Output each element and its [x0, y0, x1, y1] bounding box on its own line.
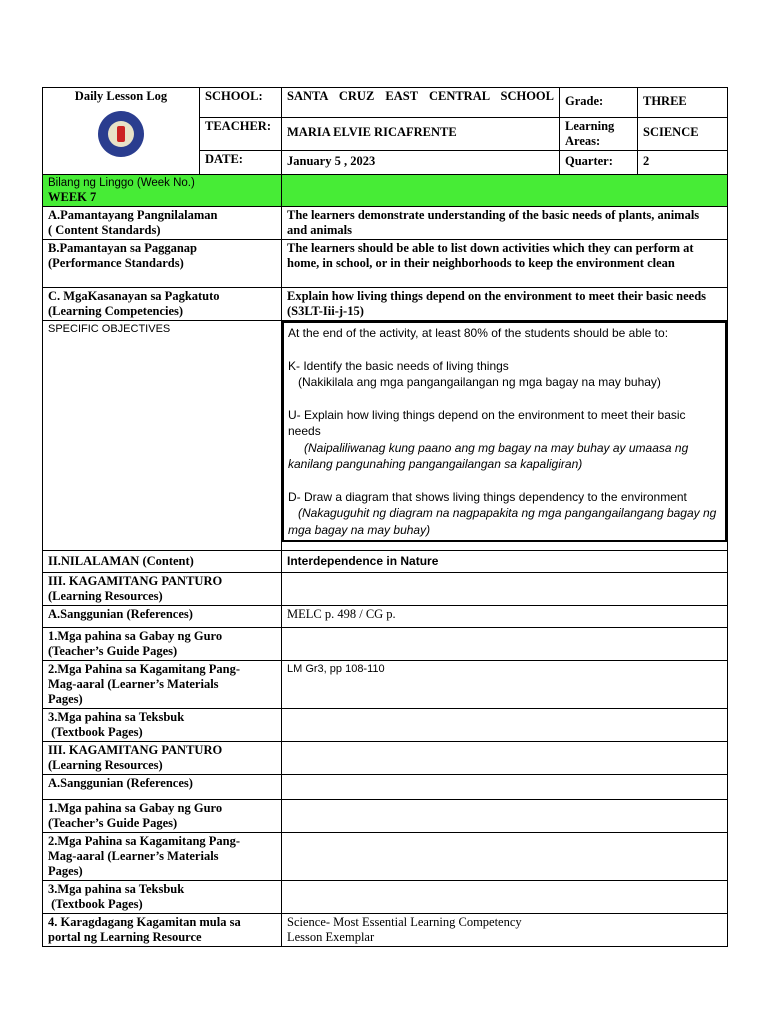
learners-materials-label-1: 2.Mga Pahina sa Kagamitang Pang-: [48, 662, 241, 676]
teachers-guide-2-label: [43, 800, 282, 833]
objectives-label: SPECIFIC OBJECTIVES: [43, 321, 282, 551]
teacher-label: TEACHER:: [200, 118, 282, 151]
objective-d-filipino: (Nakaguguhit ng diagram na nagpapakita ng mga pangangailangang bagay ng mga bagay na may buhay): [288, 506, 717, 537]
week-value: WEEK 7: [48, 190, 97, 204]
resources-2-heading-1: III. KAGAMITANG PANTURO: [48, 743, 223, 757]
objective-d: D- Draw a diagram that shows living things dependency to the environment: [288, 489, 687, 504]
log-title: Daily Lesson Log: [74, 89, 168, 103]
learners-materials-2-value: [282, 833, 728, 881]
teachers-guide-label-1: 1.Mga pahina sa Gabay ng Guro: [48, 629, 223, 643]
portal-value: [282, 914, 728, 947]
week-cell: [43, 175, 282, 207]
week-value-cell: [282, 175, 728, 207]
objective-u-filipino: (Naipaliliwanag kung paano ang mg bagay na may buhay ay umaasa ng kanilang pangunahing pangangailangan sa kapaligiran): [288, 440, 689, 471]
portal-label-1: 4. Karagdagang Kagamitan mula sa: [48, 915, 241, 929]
teacher-value: MARIA ELVIE RICAFRENTE: [282, 118, 560, 151]
portal-label: [43, 914, 282, 947]
grade-label: Grade:: [560, 88, 638, 118]
competencies-label-2: (Learning Competencies): [48, 304, 184, 318]
learners-materials-2-label-2: Mag-aaral (Learner’s Materials: [48, 849, 219, 863]
portal-value-2: Lesson Exemplar: [287, 930, 375, 944]
learning-areas-label: Learning Areas:: [560, 118, 638, 151]
performance-standards-label-2: (Performance Standards): [48, 256, 184, 270]
resources-heading-value: [282, 573, 728, 606]
teachers-guide-2-value: [282, 800, 728, 833]
teachers-guide-label-2: (Teacher’s Guide Pages): [48, 644, 178, 658]
performance-standards-label-1: B.Pamantayan sa Pagganap: [48, 241, 197, 255]
content-label: II.NILALAMAN (Content): [43, 551, 282, 573]
learning-areas-value: SCIENCE: [638, 118, 728, 151]
textbook-2-label-1: 3.Mga pahina sa Teksbuk: [48, 882, 185, 896]
resources-heading-2: [43, 742, 282, 775]
week-label: Bilang ng Linggo (Week No.): [48, 177, 195, 189]
competencies-value: Explain how living things depend on the environment to meet their basic needs (S3LT-Iii-j-15): [282, 288, 728, 321]
textbook-2-label: [43, 881, 282, 914]
objectives-box: [282, 321, 727, 542]
textbook-2-value: [282, 881, 728, 914]
teachers-guide-value: [282, 628, 728, 661]
school-value: SANTA CRUZ EAST CENTRAL SCHOOL: [282, 88, 560, 118]
resources-heading-1: III. KAGAMITANG PANTURO: [48, 574, 223, 588]
quarter-value: 2: [638, 151, 728, 175]
grade-value: THREE: [638, 88, 728, 118]
daily-lesson-log: [42, 87, 727, 947]
learners-materials-2-label-3: Pages): [48, 864, 83, 878]
competencies-label: [43, 288, 282, 321]
references-2-label: A.Sanggunian (References): [43, 775, 282, 800]
school-label: SCHOOL:: [200, 88, 282, 118]
date-value: January 5 , 2023: [282, 151, 560, 175]
content-standards-label: [43, 207, 282, 240]
references-label: A.Sanggunian (References): [43, 606, 282, 628]
learners-materials-2-label-1: 2.Mga Pahina sa Kagamitang Pang-: [48, 834, 241, 848]
learners-materials-label-2: Mag-aaral (Learner’s Materials: [48, 677, 219, 691]
date-label: DATE:: [200, 151, 282, 175]
textbook-label-1: 3.Mga pahina sa Teksbuk: [48, 710, 185, 724]
teachers-guide-2-label-2: (Teacher’s Guide Pages): [48, 816, 178, 830]
quarter-label: Quarter:: [560, 151, 638, 175]
objective-u: U- Explain how living things depend on the environment to meet their basic needs: [288, 407, 686, 438]
portal-label-2: portal ng Learning Resource: [48, 930, 202, 944]
resources-2-heading-2: (Learning Resources): [48, 758, 163, 772]
deped-seal: [98, 111, 144, 157]
learners-materials-label-3: Pages): [48, 692, 83, 706]
objectives-intro: At the end of the activity, at least 80% of the students should be able to:: [288, 326, 669, 340]
teachers-guide-2-label-1: 1.Mga pahina sa Gabay ng Guro: [48, 801, 223, 815]
content-value: Interdependence in Nature: [282, 551, 728, 573]
objectives-cell: [282, 321, 728, 551]
content-standards-label-2: ( Content Standards): [48, 223, 161, 237]
content-standards-value: The learners demonstrate understanding of the basic needs of plants, animals and animals: [282, 207, 728, 240]
performance-standards-label: [43, 240, 282, 288]
teachers-guide-label: [43, 628, 282, 661]
resources-heading: [43, 573, 282, 606]
textbook-2-label-2: (Textbook Pages): [48, 897, 143, 911]
content-standards-label-1: A.Pamantayang Pangnilalaman: [48, 208, 218, 222]
references-2-value: [282, 775, 728, 800]
textbook-value: [282, 709, 728, 742]
resources-heading-2: (Learning Resources): [48, 589, 163, 603]
objective-k-filipino: (Nakikilala ang mga pangangailangan ng mga bagay na may buhay): [298, 375, 661, 389]
portal-value-1: Science- Most Essential Learning Competency: [287, 915, 522, 929]
learners-materials-2-label: [43, 833, 282, 881]
objective-k: K- Identify the basic needs of living things: [288, 358, 509, 373]
log-title-cell: [43, 88, 200, 175]
references-value: MELC p. 498 / CG p.: [282, 606, 728, 628]
textbook-label-2: (Textbook Pages): [48, 725, 143, 739]
performance-standards-value: The learners should be able to list down activities which they can perform at home, in school, or in their neighborhoods to keep the environment clean: [282, 240, 728, 288]
textbook-label: [43, 709, 282, 742]
resources-2-heading-value: [282, 742, 728, 775]
competencies-label-1: C. MgaKasanayan sa Pagkatuto: [48, 289, 220, 303]
learners-materials-label: [43, 661, 282, 709]
learners-materials-value: LM Gr3, pp 108-110: [282, 661, 728, 709]
lesson-log-table: [42, 87, 728, 947]
